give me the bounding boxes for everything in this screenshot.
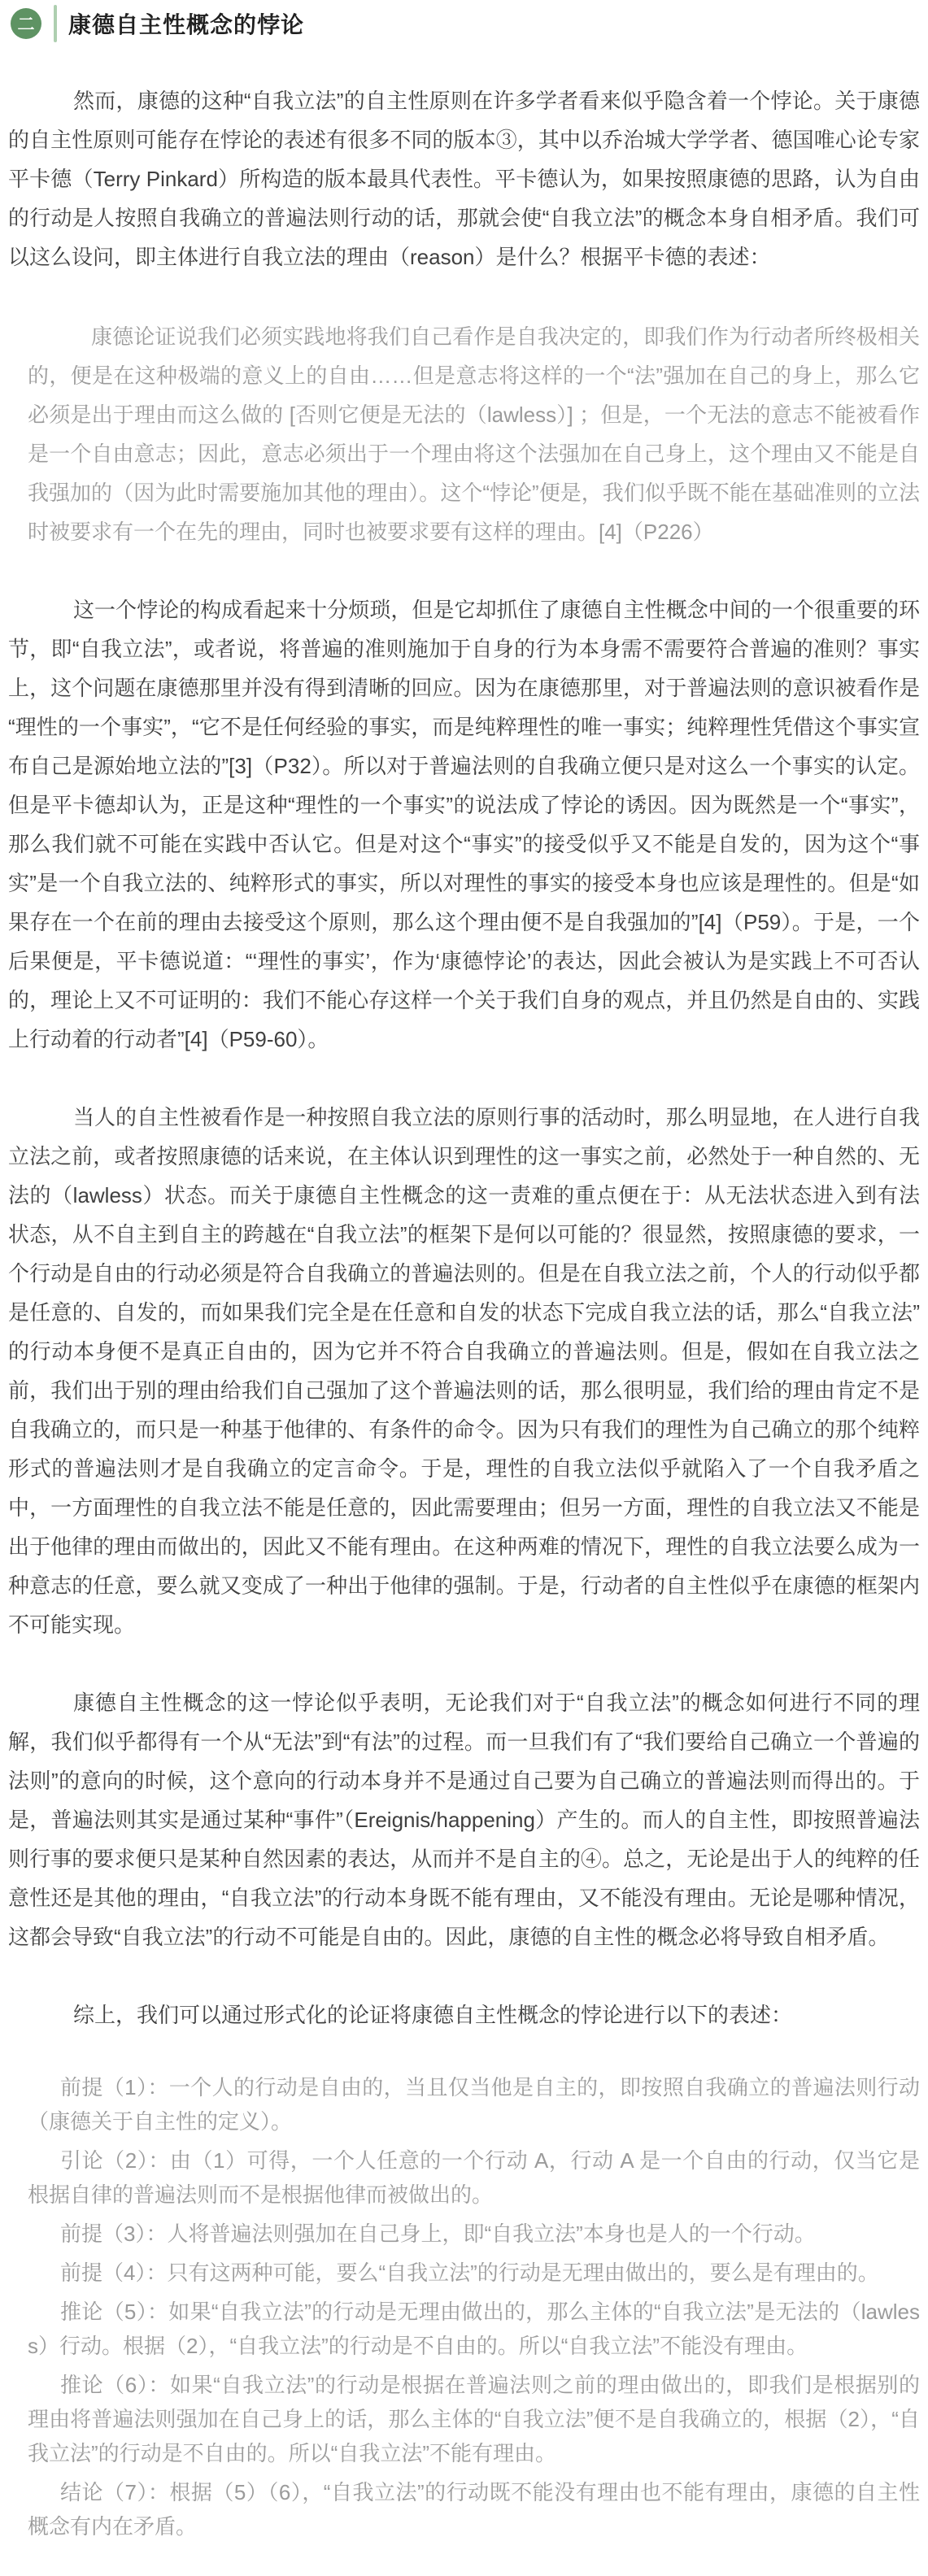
page-title: 康德自主性概念的悖论 <box>68 12 305 37</box>
argument-premise-1: 前提（1）：一个人的行动是自由的，当且仅当他是自主的，即按照自我确立的普遍法则行动（康德关于自主性的定义）。 <box>28 2075 920 2134</box>
paragraph-conclusion-paradox: 康德自主性概念的这一悖论似乎表明，无论我们对于“自我立法”的概念如何进行不同的理解，我们似乎都得有一个从“无法”到“有法”的过程。而一旦我们有了“我们要给自己确立一个普遍的法则”的意向的时候，这个意向的行动本身并不是通过自己要为自己确立的普遍法则而得出的。于是，普遍法则其实是通过某种“事件”（Ereignis/happening）产生的。而人的自主性，即按照普遍法则行事的要求便只是某种自然因素的表达，从而并不是自主的④。总之，无论是出于人的纯粹的任意性还是其他的理由，“自我立法”的行动本身既不能有理由，又不能没有理由。无论是哪种情况，这都会导致“自我立法”的行动不可能是自由的。因此，康德的自主性的概念必将导致自相矛盾。 <box>8 1690 920 1949</box>
argument-inference-5: 推论（5）：如果“自我立法”的行动是无理由做出的，那么主体的“自我立法”是无法的（lawless）行动。根据（2），“自我立法”的行动是不自由的。所以“自我立法”不能没有理由。 <box>28 2300 920 2358</box>
section-number-badge: 二 <box>11 8 41 39</box>
header-divider <box>54 5 57 42</box>
argument-conclusion-7: 结论（7）：根据（5）（6），“自我立法”的行动既不能没有理由也不能有理由，康德的自主性概念有内在矛盾。 <box>28 2480 920 2539</box>
blockquote-pinkard: 康德论证说我们必须实践地将我们自己看作是自我决定的，即我们作为行动者所终极相关的，便是在这种极端的意义上的自由……但是意志将这样的一个“法”强加在自己的身上，那么它必须是出于理由而这么做的 [否则它便是无法的（lawless）] ；但是，一个无法的意志不能被看作是一个自由意志；因此，意志必须出于一个理由将这个法强加在自己身上，这个理由又不能是自我强加的（因为此时需要施加其他的理由）。这个“悖论”便是，我们似乎既不能在基础准则的立法时被要求有一个在先的理由，同时也被要求要有这样的理由。[4]（P226） <box>28 324 920 544</box>
argument-inference-6: 推论（6）：如果“自我立法”的行动是根据在普遍法则之前的理由做出的，即我们是根据别的理由将普遍法则强加在自己身上的话，那么主体的“自我立法”便不是自我确立的，根据（2），“自我立法”的行动是不自由的。所以“自我立法”不能有理由。 <box>28 2373 920 2465</box>
section-header <box>0 0 928 42</box>
article-body <box>0 81 928 2576</box>
paragraph-intro: 然而，康德的这种“自我立法”的自主性原则在许多学者看来似乎隐含着一个悖论。关于康德的自主性原则可能存在悖论的表述有很多不同的版本③，其中以乔治城大学学者、德国唯心论专家平卡德（Terry Pinkard）所构造的版本最具代表性。平卡德认为，如果按照康德的思路，认为自由的行动是人按照自我确立的普遍法则行动的话，那就会使“自我立法”的概念本身自相矛盾。我们可以这么设问，即主体进行自我立法的理由（reason）是什么？根据平卡德的表述： <box>8 89 920 269</box>
argument-lemma-2: 引论（2）：由（1）可得，一个人任意的一个行动 A，行动 A 是一个自由的行动，仅当它是根据自律的普遍法则而不是根据他律而被做出的。 <box>28 2148 920 2207</box>
argument-premise-4: 前提（4）：只有这两种可能，要么“自我立法”的行动是无理由做出的，要么是有理由的。 <box>60 2261 879 2285</box>
paragraph-fact-of-reason: 这一个悖论的构成看起来十分烦琐，但是它却抓住了康德自主性概念中间的一个很重要的环节，即“自我立法”，或者说，将普遍的准则施加于自身的行为本身需不需要符合普遍的准则？事实上，这个问题在康德那里并没有得到清晰的回应。因为在康德那里，对于普遍法则的意识被看作是“理性的一个事实”，“它不是任何经验的事实，而是纯粹理性的唯一事实；纯粹理性凭借这个事实宣布自己是源始地立法的”[3]（P32）。所以对于普遍法则的自我确立便只是对这么一个事实的认定。但是平卡德却认为，正是这种“理性的一个事实”的说法成了悖论的诱因。因为既然是一个“事实”，那么我们就不可能在实践中否认它。但是对这个“事实”的接受似乎又不能是自发的，因为这个“事实”是一个自我立法的、纯粹形式的事实，所以对理性的事实的接受本身也应该是理性的。但是“如果存在一个在前的理由去接受这个原则，那么这个理由便不是自我强加的”[4]（P59）。于是，一个后果便是，平卡德说道：“‘理性的事实’，作为‘康德悖论’的表达，因此会被认为是实践上不可否认的，理论上又不可证明的：我们不能心存这样一个关于我们自身的观点，并且仍然是自由的、实践上行动着的行动者”[4]（P59-60）。 <box>8 598 920 1051</box>
argument-premise-3: 前提（3）：人将普遍法则强加在自己身上，即“自我立法”本身也是人的一个行动。 <box>60 2221 816 2246</box>
formal-argument <box>28 2070 920 2543</box>
paragraph-formalization-lead: 综上，我们可以通过形式化的论证将康德自主性概念的悖论进行以下的表述： <box>73 2003 793 2027</box>
paragraph-lawless-state: 当人的自主性被看作是一种按照自我立法的原则行事的活动时，那么明显地，在人进行自我立法之前，或者按照康德的话来说，在主体认识到理性的这一事实之前，必然处于一种自然的、无法的（lawless）状态。而关于康德自主性概念的这一责难的重点便在于：从无法状态进入到有法状态，从不自主到自主的跨越在“自我立法”的框架下是何以可能的？很显然，按照康德的要求，一个行动是自由的行动必须是符合自我确立的普遍法则的。但是在自我立法之前，个人的行动似乎都是任意的、自发的，而如果我们完全是在任意和自发的状态下完成自我立法的话，那么“自我立法”的行动本身便不是真正自由的，因为它并不符合自我确立的普遍法则。但是，假如在自我立法之前，我们出于别的理由给我们自己强加了这个普遍法则的话，那么很明显，我们给的理由肯定不是自我确立的，而只是一种基于他律的、有条件的命令。因为只有我们的理性为自己确立的那个纯粹形式的普遍法则才是自我确立的定言命令。于是，理性的自我立法似乎就陷入了一个自我矛盾之中，一方面理性的自我立法不能是任意的，因此需要理由；但另一方面，理性的自我立法又不能是出于他律的理由而做出的，因此又不能有理由。在这种两难的情况下，理性的自我立法要么成为一种意志的任意，要么就又变成了一种出于他律的强制。于是，行动者的自主性似乎在康德的框架内不可能实现。 <box>8 1105 920 1637</box>
